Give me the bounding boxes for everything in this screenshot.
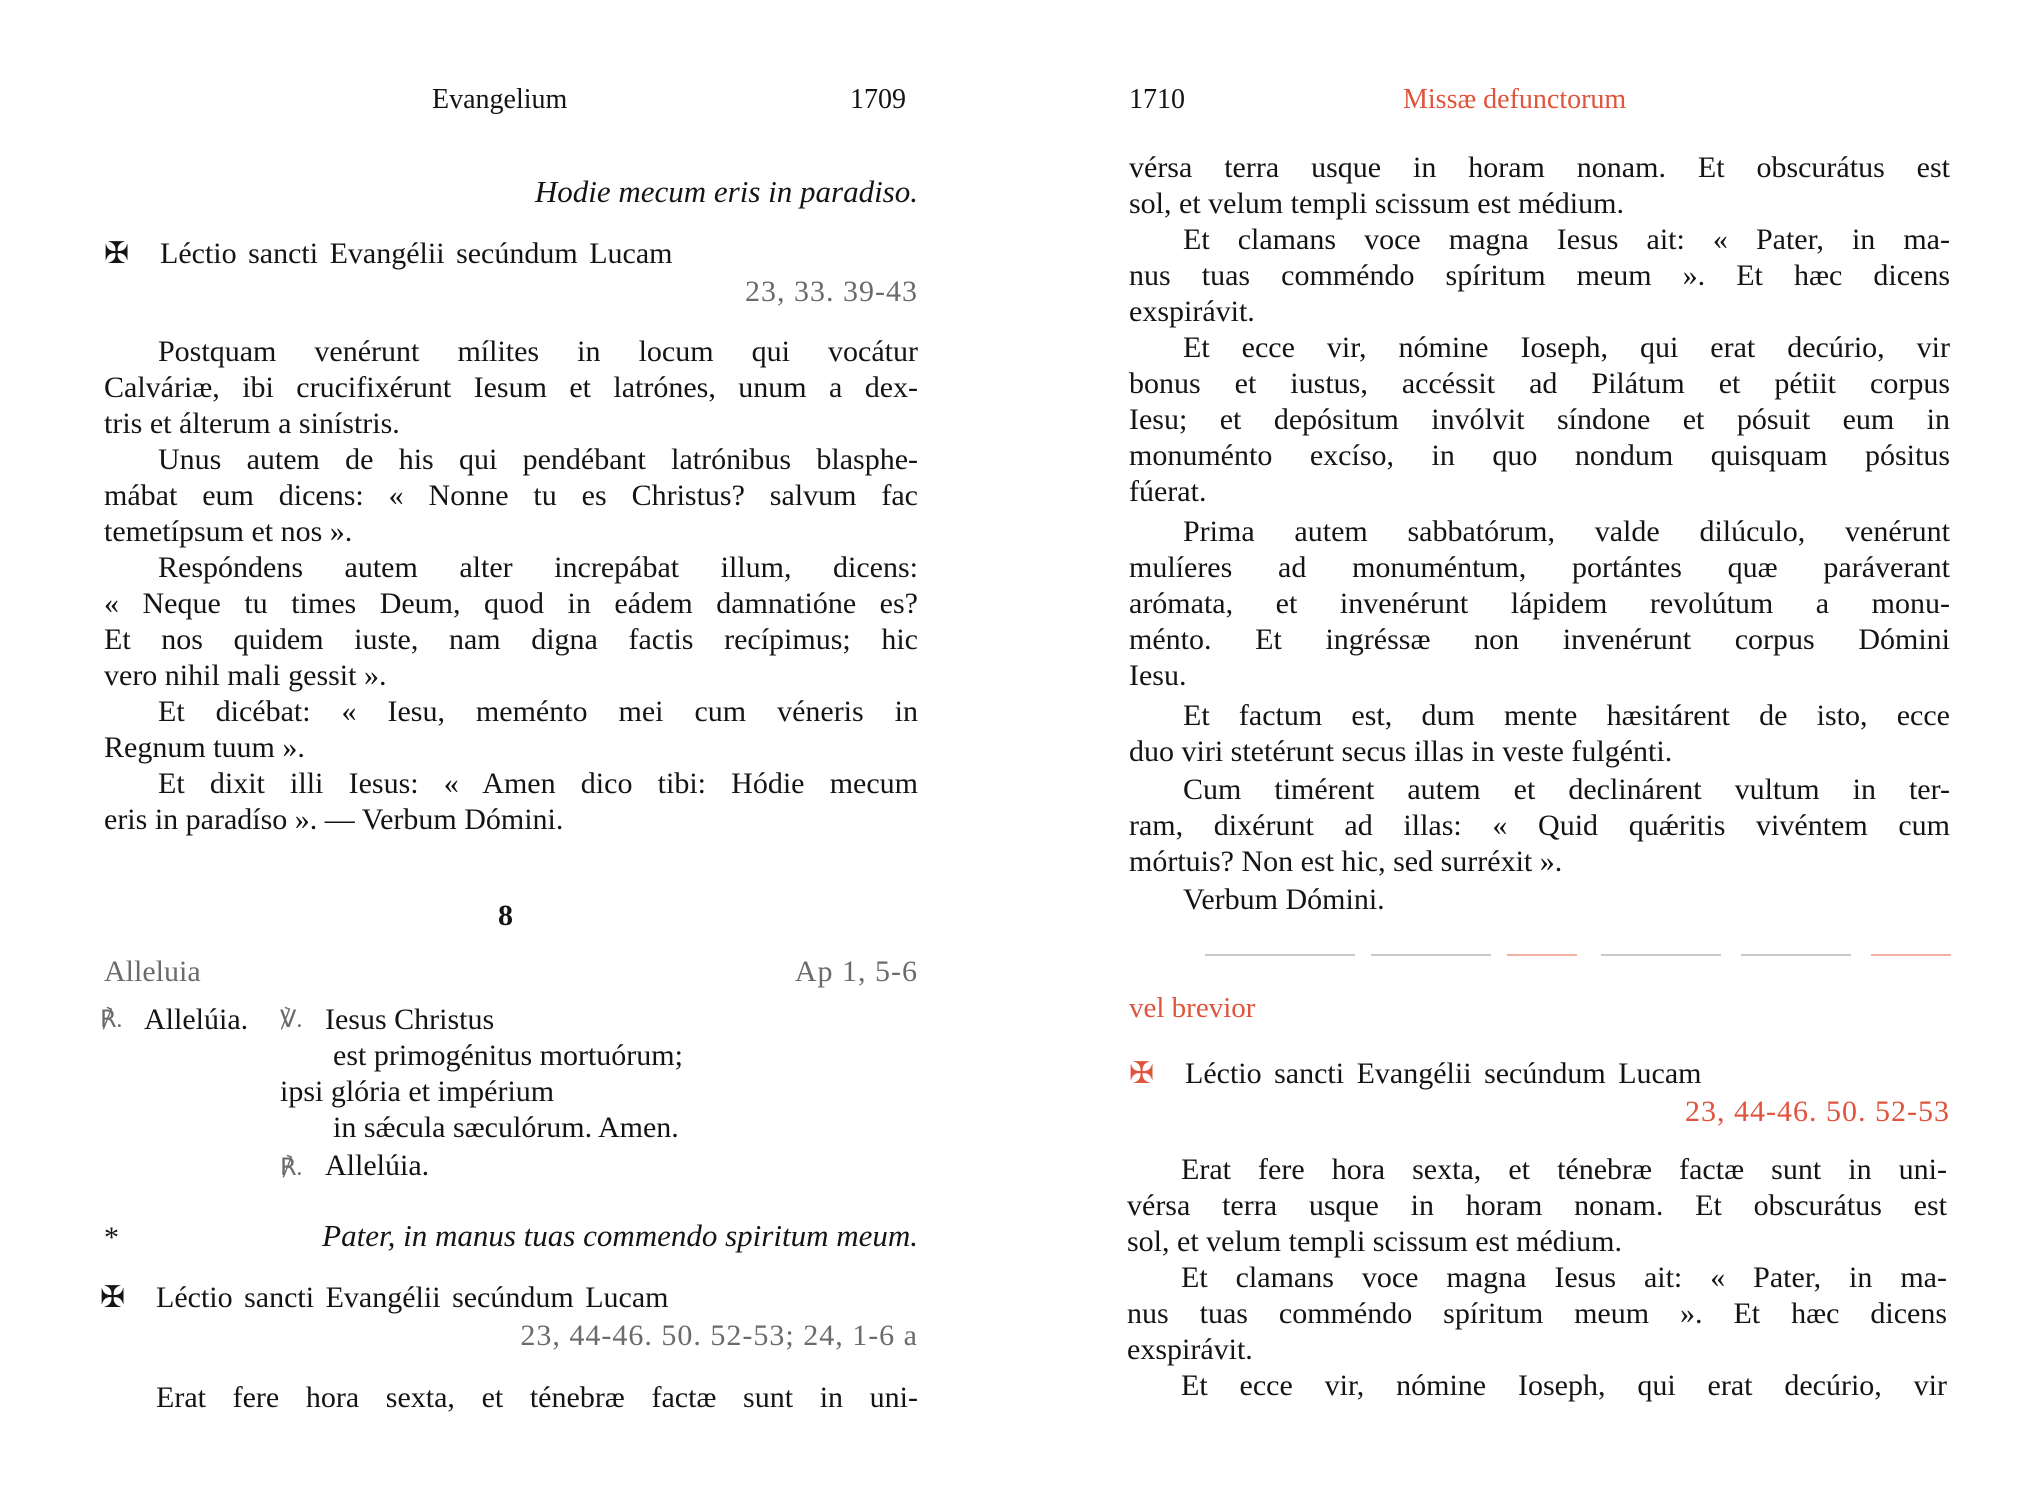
asterisk-marker: *	[104, 1221, 119, 1254]
reading-reference: 23, 44-46. 50. 52-53	[1685, 1095, 1950, 1128]
right-page	[1011, 0, 2022, 1500]
text-line: Prima autem sabbatórum, valde dilúculo, venérunt	[1183, 515, 1950, 548]
text-line: arómata, et invenérunt lápidem revolútum a monu-	[1129, 587, 1950, 620]
response-icon: ℟.	[280, 1155, 303, 1181]
text-line: Et factum est, dum mente hæsitárent de isto, ecce	[1183, 699, 1950, 732]
versicle-icon: ℣.	[280, 1007, 303, 1033]
response-icon: ℟.	[100, 1007, 123, 1033]
alleluia-verse-line: in sǽcula sæculórum. Amen.	[333, 1111, 679, 1144]
vel-brevior-label: vel brevior	[1129, 992, 1256, 1024]
text-line: Et ecce vir, nómine Ioseph, qui erat decúrio, vir	[1181, 1369, 1947, 1402]
text-line: tris et álterum a sinístris.	[104, 407, 400, 440]
text-line: mábat eum dicens: « Nonne tu es Christus? salvum fac	[104, 479, 918, 512]
text-line: Iesu; et depósitum invólvit síndone et pósuit eum in	[1129, 403, 1950, 436]
text-line: nus tuas comméndo spíritum meum ». Et hæc dicens	[1127, 1297, 1947, 1330]
text-line: eris in paradíso ». — Verbum Dómini.	[104, 803, 564, 836]
cross-icon: ✠	[1129, 1057, 1155, 1090]
text-line: monuménto excíso, in quo nondum quisquam pósitus	[1129, 439, 1950, 472]
running-header-title: Missæ defunctorum	[1403, 84, 1627, 115]
text-line: Postquam venérunt mílites in locum qui vocátur	[158, 335, 918, 368]
text-line: Respóndens autem alter increpábat illum, dicens:	[158, 551, 918, 584]
cross-icon: ✠	[100, 1281, 126, 1314]
reading-reference: 23, 33. 39-43	[745, 275, 918, 308]
section-number: 8	[498, 899, 513, 932]
text-line: nus tuas comméndo spíritum meum ». Et hæc dicens	[1129, 259, 1950, 292]
alleluia-verse-line: ipsi glória et impérium	[280, 1075, 555, 1108]
text-line: vérsa terra usque in horam nonam. Et obscurátus est	[1127, 1189, 1947, 1222]
text-line: ménto. Et ingréssæ non invenérunt corpus Dómini	[1129, 623, 1950, 656]
text-line: vero nihil mali gessit ».	[104, 659, 387, 692]
reading-heading: Pater, in manus tuas commendo spiritum meum.	[322, 1218, 918, 1253]
reading-reference: 23, 44-46. 50. 52-53; 24, 1-6 a	[520, 1319, 918, 1352]
alleluia-verse-line: Iesus Christus	[325, 1003, 495, 1036]
text-line: duo viri stetérunt secus illas in veste fulgénti.	[1129, 735, 1673, 768]
text-line: Et nos quidem iuste, nam digna factis recípimus; hic	[104, 623, 918, 656]
text-line: Erat fere hora sexta, et ténebræ factæ sunt in uni-	[1181, 1153, 1947, 1186]
running-header-title: Evangelium	[432, 84, 568, 115]
reading-intro: Léctio sancti Evangélii secúndum Lucam	[1185, 1057, 1702, 1090]
text-line: Erat fere hora sexta, et ténebræ factæ sunt in uni-	[156, 1381, 918, 1414]
text-line: mulíeres ad monuméntum, portántes quæ paráverant	[1129, 551, 1950, 584]
alleluia-response: Allelúia.	[144, 1003, 249, 1036]
page-number: 1709	[850, 84, 906, 115]
cross-icon: ✠	[104, 237, 130, 270]
page-number: 1710	[1129, 84, 1185, 115]
reading-intro: Léctio sancti Evangélii secúndum Lucam	[156, 1281, 669, 1314]
text-line: Iesu.	[1129, 659, 1187, 692]
text-line: Regnum tuum ».	[104, 731, 305, 764]
text-line: Et clamans voce magna Iesus ait: « Pater, in ma-	[1183, 223, 1950, 256]
alleluia-verse-line: est primogénitus mortuórum;	[333, 1039, 683, 1072]
text-line: Unus autem de his qui pendébant latrónibus blasphe-	[158, 443, 918, 476]
text-line: Et dixit illi Iesus: « Amen dico tibi: Hódie mecum	[158, 767, 918, 800]
text-line: bonus et iustus, accéssit ad Pilátum et pétiit corpus	[1129, 367, 1950, 400]
text-line: sol, et velum templi scissum est médium.	[1127, 1225, 1622, 1258]
text-line: sol, et velum templi scissum est médium.	[1129, 187, 1624, 220]
reading-intro: Léctio sancti Evangélii secúndum Lucam	[160, 237, 673, 270]
text-line: Et clamans voce magna Iesus ait: « Pater, in ma-	[1181, 1261, 1947, 1294]
text-line: vérsa terra usque in horam nonam. Et obscurátus est	[1129, 151, 1950, 184]
text-line: Calváriæ, ibi crucifixérunt Iesum et latrónes, unum a dex-	[104, 371, 918, 404]
text-line: Et ecce vir, nómine Ioseph, qui erat decúrio, vir	[1183, 331, 1950, 364]
text-line: exspirávit.	[1129, 295, 1255, 328]
alleluia-reference: Ap 1, 5-6	[794, 955, 918, 988]
text-line: temetípsum et nos ».	[104, 515, 353, 548]
text-line: Verbum Dómini.	[1183, 883, 1385, 916]
text-line: exspirávit.	[1127, 1333, 1253, 1366]
text-line: fúerat.	[1129, 475, 1207, 508]
text-line: mórtuis? Non est hic, sed surréxit ».	[1129, 845, 1563, 878]
alleluia-label: Alleluia	[104, 955, 201, 988]
reading-heading: Hodie mecum eris in paradiso.	[534, 174, 918, 209]
text-line: « Neque tu times Deum, quod in eádem damnatióne es?	[104, 587, 918, 620]
alleluia-closing: Allelúia.	[325, 1149, 430, 1182]
text-line: Et dicébat: « Iesu, meménto mei cum véneris in	[158, 695, 918, 728]
text-line: Cum timérent autem et declinárent vultum in ter-	[1183, 773, 1950, 806]
text-line: ram, dixérunt ad illas: « Quid quǽritis vivéntem cum	[1129, 809, 1950, 842]
